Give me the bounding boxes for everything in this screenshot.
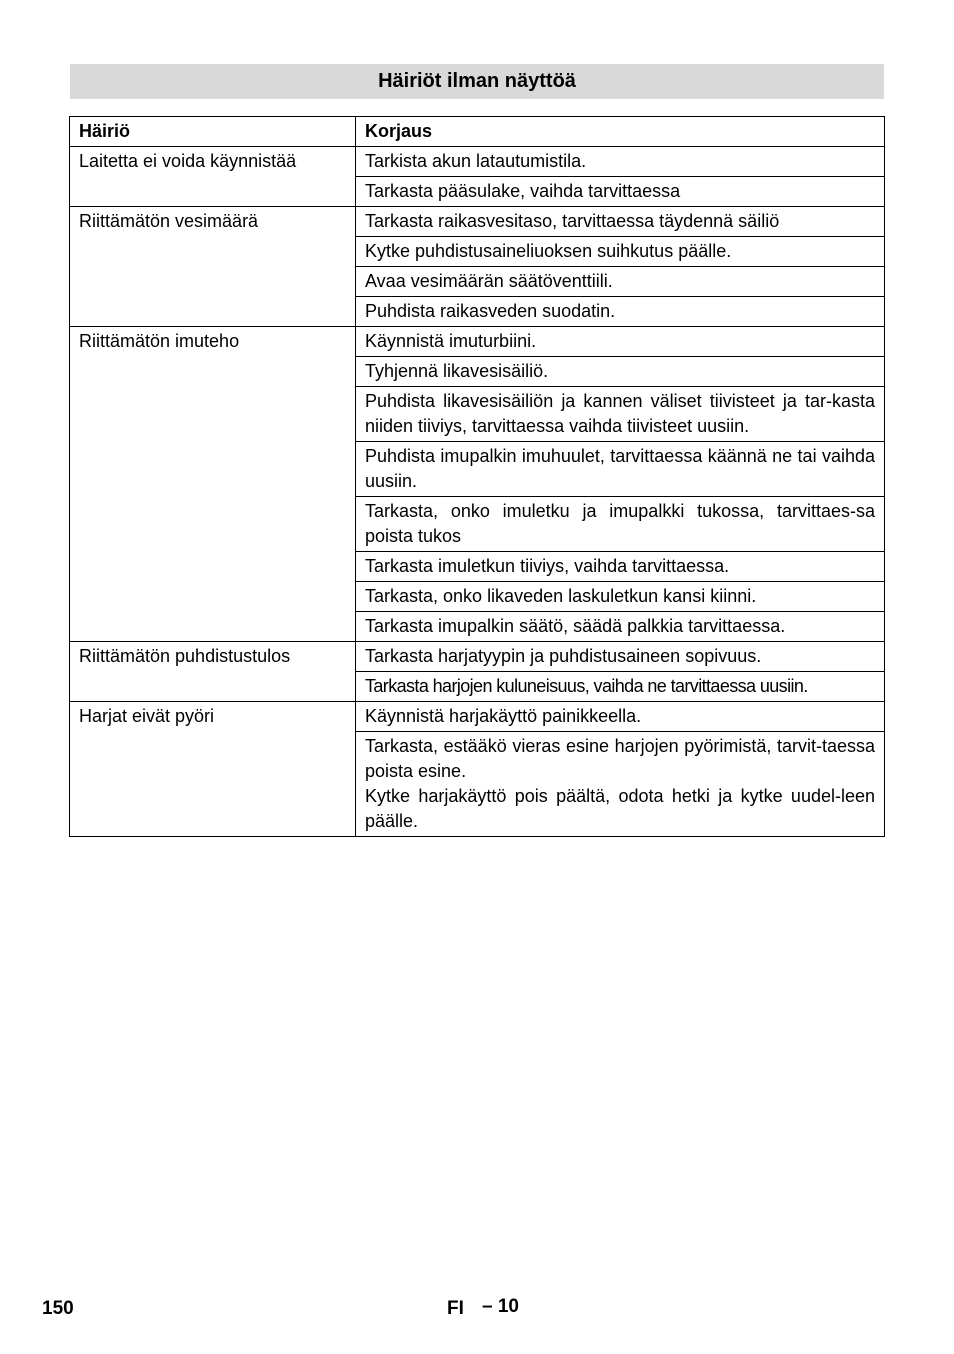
- table-row: [70, 207, 885, 237]
- fix-cell: Puhdista likavesisäiliön ja kannen väliset tiivisteet ja tar-kasta niiden tiiviys, tarvittaessa vaihda tiivisteet uusiin.: [356, 387, 885, 442]
- fix-cell: [356, 732, 885, 837]
- fix-cell: Tarkasta harjojen kuluneisuus, vaihda ne tarvittaessa uusiin.: [356, 672, 885, 702]
- fault-table: [69, 116, 885, 837]
- fault-cell: Riittämätön puhdistustulos: [70, 642, 356, 702]
- table-row: [70, 702, 885, 732]
- fix-cell: Kytke puhdistusaineliuoksen suihkutus päälle.: [356, 237, 885, 267]
- fault-cell: Riittämätön vesimäärä: [70, 207, 356, 327]
- table-header-row: [70, 117, 885, 147]
- fault-cell: Harjat eivät pyöri: [70, 702, 356, 837]
- fix-cell: Tarkasta imupalkin säätö, säädä palkkia tarvittaessa.: [356, 612, 885, 642]
- header-fault: Häiriö: [70, 117, 356, 147]
- sub-page-number: – 10: [482, 1296, 519, 1317]
- table-row: [70, 642, 885, 672]
- fix-cell: Käynnistä harjakäyttö painikkeella.: [356, 702, 885, 732]
- fix-cell: Tarkasta imuletkun tiiviys, vaihda tarvittaessa.: [356, 552, 885, 582]
- fix-cell: Käynnistä imuturbiini.: [356, 327, 885, 357]
- language-code: FI: [447, 1298, 464, 1319]
- section-title: Häiriöt ilman näyttöä: [70, 64, 884, 99]
- fault-cell: Laitetta ei voida käynnistää: [70, 147, 356, 207]
- fix-cell: Puhdista imupalkin imuhuulet, tarvittaessa käännä ne tai vaihda uusiin.: [356, 442, 885, 497]
- fix-line: Tarkasta, estääkö vieras esine harjojen pyörimistä, tarvit-taessa poista esine.: [365, 736, 875, 781]
- fix-cell: Tyhjennä likavesisäiliö.: [356, 357, 885, 387]
- fix-cell: Puhdista raikasveden suodatin.: [356, 297, 885, 327]
- page-number: 150: [42, 1298, 74, 1319]
- fault-cell: Riittämätön imuteho: [70, 327, 356, 642]
- fix-cell: Tarkasta, onko imuletku ja imupalkki tukossa, tarvittaes-sa poista tukos: [356, 497, 885, 552]
- fix-cell: Tarkista akun latautumistila.: [356, 147, 885, 177]
- table-row: [70, 147, 885, 177]
- fix-cell: Avaa vesimäärän säätöventtiili.: [356, 267, 885, 297]
- fix-line: Kytke harjakäyttö pois päältä, odota hetki ja kytke uudel-leen päälle.: [365, 786, 875, 831]
- fix-cell: Tarkasta raikasvesitaso, tarvittaessa täydennä säiliö: [356, 207, 885, 237]
- fix-cell: Tarkasta harjatyypin ja puhdistusaineen sopivuus.: [356, 642, 885, 672]
- table-row: [70, 327, 885, 357]
- fix-cell: Tarkasta pääsulake, vaihda tarvittaessa: [356, 177, 885, 207]
- fix-cell: Tarkasta, onko likaveden laskuletkun kansi kiinni.: [356, 582, 885, 612]
- header-fix: Korjaus: [356, 117, 885, 147]
